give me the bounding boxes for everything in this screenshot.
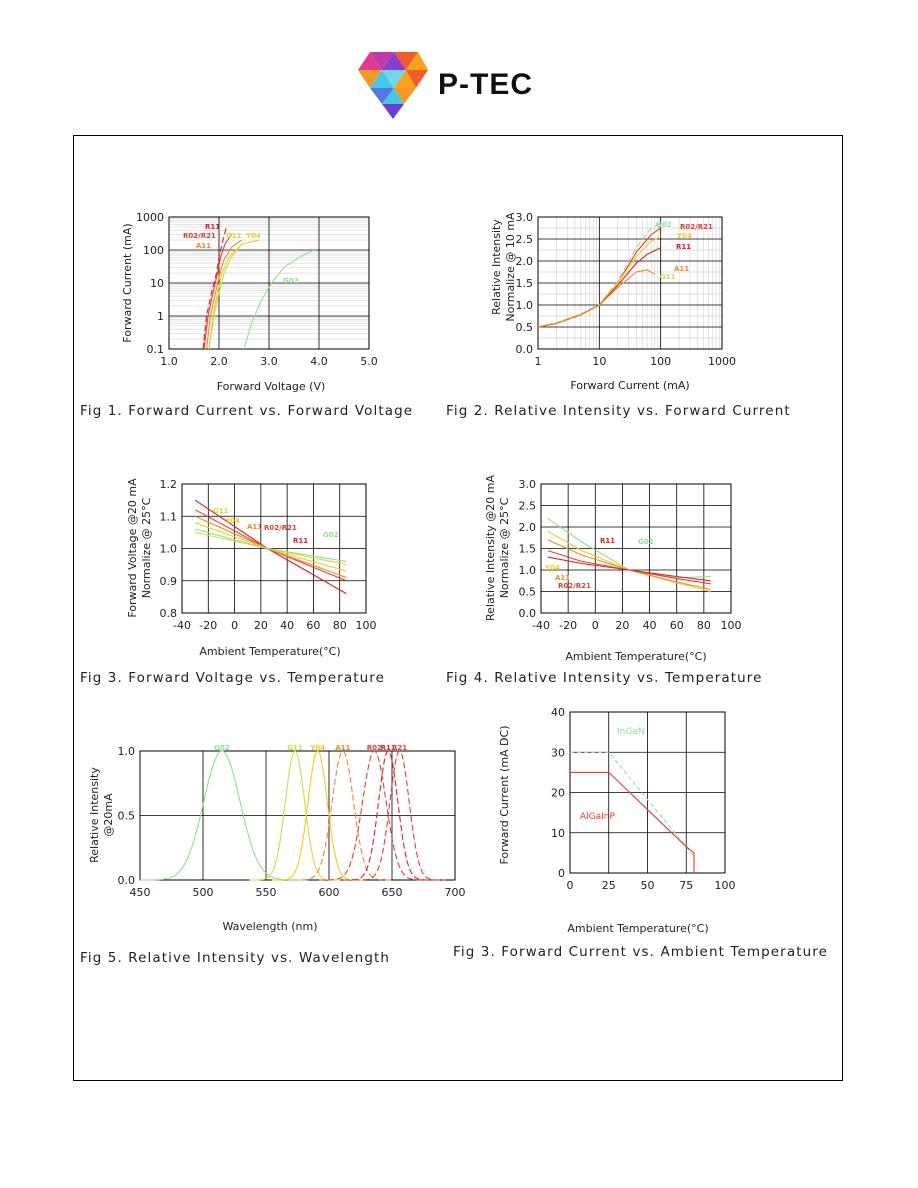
fig1-y-tick-label: 0.1	[146, 343, 164, 356]
fig3-x-tick-label: 20	[253, 619, 268, 632]
fig2-y-axis-label-2: Normalize @ 10 mA	[504, 212, 517, 322]
fig1-label-a11: A11	[196, 242, 212, 250]
fig5-x-tick-label: 600	[318, 886, 340, 899]
fig5-label-a11: A11	[335, 744, 351, 752]
fig4-x-tick-label: 20	[615, 619, 630, 632]
brand-name: P-TEC	[438, 68, 533, 101]
fig4-y-tick-label: 1.5	[518, 542, 536, 556]
fig5-y-tick-label: 0.0	[117, 874, 135, 887]
fig2-x-tick-label: 1000	[708, 355, 736, 368]
fig1-x-tick-label: 3.0	[260, 355, 278, 368]
fig3-y-axis-label-2: Normalize @ 25°C	[140, 497, 153, 599]
fig2-label-r02-r21: R02/R21	[680, 223, 713, 231]
fig4-y-tick-label: 3.0	[518, 478, 536, 491]
fig4-y-tick-label: 0.5	[518, 585, 536, 599]
fig2-x-axis-label: Forward Current (mA)	[570, 379, 690, 392]
fig5-x-tick-label: 450	[129, 886, 151, 899]
fig1-y-tick-label: 1	[157, 310, 164, 323]
fig2-label-a11: A11	[674, 265, 690, 273]
fig4-label-y04: Y04	[545, 564, 560, 572]
fig5-y-axis-label: Relative Intensity	[88, 767, 101, 863]
fig2-y-tick-label: 2.5	[515, 233, 533, 246]
fig3-label-g11: G11	[213, 507, 229, 515]
fig4-label-r02-r21: R02/R21	[558, 582, 591, 590]
fig5-label-r11: R11	[380, 744, 396, 752]
fig1-label-g02: G02	[283, 277, 299, 285]
fig2-label-g02: G02	[656, 221, 672, 229]
fig5-x-tick-label: 650	[381, 886, 403, 899]
fig3-label-r11: R11	[293, 537, 309, 545]
fig4-x-tick-label: 80	[696, 619, 711, 632]
fig1-label-y04: Y04	[246, 232, 261, 240]
fig1-y-tick-label: 10	[150, 277, 164, 290]
fig1-x-tick-label: 1.0	[160, 355, 178, 368]
fig1-x-tick-label: 4.0	[310, 355, 328, 368]
fig6-x-tick-label: 100	[714, 879, 736, 892]
fig2-y-tick-label: 0.5	[515, 321, 533, 334]
fig2-y-tick-label: 3.0	[515, 211, 533, 224]
fig6-x-tick-label: 25	[601, 879, 616, 892]
fig4-x-tick-label: -40	[532, 619, 550, 632]
fig6-y-tick-label: 20	[551, 786, 565, 800]
fig6-y-axis-label: Forward Current (mA DC)	[498, 725, 511, 865]
fig4-caption: Fig 4. Relative Intensity vs. Temperature	[446, 670, 763, 686]
fig3-x-tick-label: -40	[173, 619, 191, 632]
fig4-x-tick-label: 100	[720, 619, 742, 632]
fig4-y-tick-label: 1.0	[518, 564, 536, 577]
fig5-label-g02: G02	[214, 744, 230, 752]
fig4-y-tick-label: 2.5	[518, 499, 536, 513]
fig5-label-r02: R02	[366, 744, 382, 752]
fig5-y-tick-label: 0.5	[117, 809, 135, 823]
fig6-caption: Fig 3. Forward Current vs. Ambient Temperature	[453, 944, 829, 960]
fig5-y-tick-label: 1.0	[117, 745, 135, 758]
fig5-x-tick-label: 500	[192, 886, 214, 899]
fig4-y-tick-label: 0.0	[518, 607, 536, 620]
fig3-y-tick-label: 1.1	[159, 510, 177, 524]
fig3-label-r02-r21: R02/R21	[264, 524, 297, 532]
fig3-x-tick-label: 0	[231, 619, 239, 632]
fig4-x-axis-label: Ambient Temperature(°C)	[565, 650, 707, 663]
fig3-label-y04: Y04	[225, 517, 240, 525]
fig6-y-tick-label: 0	[558, 867, 565, 880]
fig2-caption: Fig 2. Relative Intensity vs. Forward Current	[446, 403, 791, 419]
fig5-y-axis-label-2: @20mA	[102, 793, 115, 837]
fig6-y-tick-label: 40	[551, 706, 565, 719]
fig2-y-tick-label: 1.5	[515, 277, 533, 290]
fig4-x-tick-label: 0	[591, 619, 599, 632]
fig2-label-g11: G11	[660, 273, 676, 281]
fig1-y-axis-label: Forward Current (mA)	[121, 223, 134, 343]
fig5-x-axis-label: Wavelength (nm)	[222, 920, 318, 933]
fig4-y-axis-label: Relative Intensity @20 mA	[484, 475, 497, 621]
fig2-y-tick-label: 0.0	[515, 343, 533, 356]
fig1-label-r02-r21: R02/R21	[183, 232, 216, 240]
fig5-x-tick-label: 550	[255, 886, 277, 899]
fig6-label-ingan: InGaN	[617, 727, 645, 737]
fig2-y-tick-label: 1.0	[515, 299, 533, 312]
fig1-label-r11: R11	[205, 223, 221, 231]
fig4-x-tick-label: 60	[669, 619, 684, 632]
fig6-y-tick-label: 10	[551, 826, 565, 840]
fig4-label-g02: G02	[638, 538, 654, 546]
fig6-series-algainp	[570, 772, 694, 873]
fig1-x-axis-label: Forward Voltage (V)	[216, 380, 326, 393]
fig6-x-tick-label: 50	[640, 879, 655, 892]
fig2-x-tick-label: 100	[650, 355, 672, 368]
fig1-caption: Fig 1. Forward Current vs. Forward Voltage	[80, 403, 414, 419]
fig4-x-tick-label: 40	[642, 619, 657, 632]
fig2-x-tick-label: 10	[592, 355, 607, 368]
fig3-x-tick-label: 40	[280, 619, 295, 632]
fig2-label-y04: Y04	[677, 232, 692, 240]
fig5-label-g11: G11	[287, 744, 303, 752]
fig4-label-a11: A11	[555, 574, 571, 582]
fig3-x-axis-label: Ambient Temperature(°C)	[199, 645, 341, 658]
fig4-y-tick-label: 2.0	[518, 521, 536, 534]
fig5-label-r21: R21	[391, 744, 408, 752]
fig3-y-tick-label: 0.9	[159, 574, 177, 588]
fig6-x-axis-label: Ambient Temperature(°C)	[567, 922, 709, 935]
fig1-y-tick-label: 100	[143, 244, 164, 257]
fig6-label-algainp: AlGaInP	[580, 812, 615, 822]
fig2-y-axis-label: Relative Intensity	[490, 219, 503, 315]
fig3-x-tick-label: 60	[306, 619, 321, 632]
fig3-label-a11: A11	[247, 523, 263, 531]
fig4-x-tick-label: -20	[559, 619, 578, 632]
fig1-y-tick-label: 1000	[136, 211, 164, 224]
fig3-y-tick-label: 1.2	[159, 478, 177, 491]
fig2-x-tick-label: 1	[534, 355, 542, 368]
fig3-y-tick-label: 0.8	[159, 607, 177, 620]
fig5-label-y04: Y04	[310, 744, 326, 752]
fig4-y-axis-label-2: Normalize @ 25°C	[498, 497, 511, 599]
fig3-y-tick-label: 1.0	[159, 542, 177, 556]
fig3-y-axis-label: Forward Voltage @20 mA	[126, 478, 139, 618]
fig5-caption: Fig 5. Relative Intensity vs. Wavelength	[80, 950, 391, 966]
fig5-x-tick-label: 700	[444, 886, 466, 899]
fig3-caption: Fig 3. Forward Voltage vs. Temperature	[80, 670, 385, 686]
fig3-x-tick-label: 80	[332, 619, 347, 632]
fig3-x-tick-label: -20	[199, 619, 218, 632]
fig1-label-g11: G11	[226, 232, 242, 240]
fig6-x-tick-label: 75	[679, 879, 694, 892]
fig1-x-tick-label: 5.0	[360, 355, 378, 368]
fig3-label-g02: G02	[323, 531, 339, 539]
fig6-y-tick-label: 30	[551, 746, 565, 760]
fig2-y-tick-label: 2.0	[515, 255, 533, 268]
fig2-label-r11: R11	[676, 243, 692, 251]
fig6-x-tick-label: 0	[566, 879, 574, 892]
fig3-x-tick-label: 100	[355, 619, 377, 632]
fig1-x-tick-label: 2.0	[210, 355, 228, 368]
fig4-label-r11: R11	[600, 537, 616, 545]
